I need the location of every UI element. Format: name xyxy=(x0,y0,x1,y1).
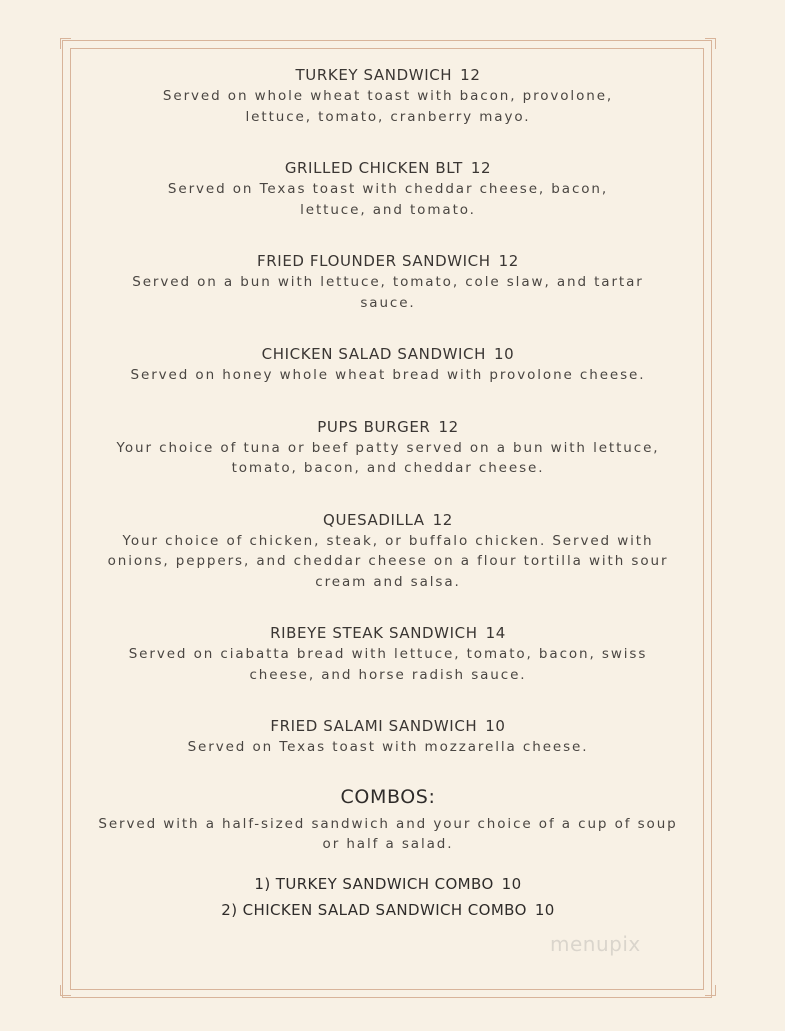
combos-section xyxy=(90,784,686,923)
combo-line-turkey xyxy=(90,871,686,897)
menu-item-grilled-chicken-blt xyxy=(90,157,686,220)
combos-list xyxy=(90,871,686,923)
item-description: Served on Texas toast with cheddar cheese, bacon, lettuce, and tomato. xyxy=(167,181,609,218)
frame-corner-top-left xyxy=(60,38,71,49)
menu-item-chicken-salad-sandwich xyxy=(90,343,686,386)
menu-item-turkey-sandwich xyxy=(90,64,686,127)
frame-corner-top-right xyxy=(705,38,716,49)
item-price: 12 xyxy=(460,66,481,84)
item-name: CHICKEN SALAD SANDWICH xyxy=(261,345,487,363)
menu-item-pups-burger xyxy=(90,416,686,479)
menupix-watermark: menupix xyxy=(550,932,641,956)
menu-item-quesadilla xyxy=(90,509,686,593)
item-name: TURKEY SANDWICH xyxy=(295,66,453,84)
item-description: Served on whole wheat toast with bacon, provolone, lettuce, tomato, cranberry mayo. xyxy=(162,88,614,125)
item-name: RIBEYE STEAK SANDWICH xyxy=(270,624,478,642)
combo-line-chicken-salad xyxy=(90,897,686,923)
item-price: 12 xyxy=(498,252,519,270)
frame-corner-bottom-left xyxy=(60,985,71,996)
item-name: FRIED SALAMI SANDWICH xyxy=(270,717,478,735)
combo-price: 10 xyxy=(501,874,522,893)
item-description: Served on ciabatta bread with lettuce, tomato, bacon, swiss cheese, and horse radish sauce. xyxy=(128,646,648,683)
menu-item-ribeye-steak-sandwich xyxy=(90,622,686,685)
item-name: PUPS BURGER xyxy=(317,417,431,436)
combo-label: 1) TURKEY SANDWICH COMBO xyxy=(254,874,494,893)
item-description: Served on Texas toast with mozzarella cheese. xyxy=(187,739,589,755)
menu-content xyxy=(90,60,686,923)
item-description: Your choice of tuna or beef patty served on a bun with lettuce, tomato, bacon, and cheddar cheese. xyxy=(116,439,660,476)
combo-label: 2) CHICKEN SALAD SANDWICH COMBO xyxy=(221,900,527,919)
item-name: FRIED FLOUNDER SANDWICH xyxy=(257,252,491,270)
item-price: 10 xyxy=(494,345,515,363)
item-price: 12 xyxy=(470,159,492,177)
item-description: Your choice of chicken, steak, or buffalo chicken. Served with onions, peppers, and cheddar cheese on a flour tortilla with sour cream and salsa. xyxy=(107,532,669,590)
item-price: 12 xyxy=(438,417,459,436)
item-description: Served on honey whole wheat bread with provolone cheese. xyxy=(130,367,646,383)
item-name: GRILLED CHICKEN BLT xyxy=(284,159,463,177)
menu-item-fried-flounder-sandwich xyxy=(90,250,686,313)
frame-corner-bottom-right xyxy=(705,985,716,996)
item-price: 14 xyxy=(485,624,506,642)
item-price: 10 xyxy=(485,717,506,735)
menu-item-fried-salami-sandwich xyxy=(90,715,686,758)
item-name: QUESADILLA xyxy=(323,510,425,529)
combos-title: COMBOS: xyxy=(340,785,436,808)
combos-description: Served with a half-sized sandwich and your choice of a cup of soup or half a salad. xyxy=(98,815,678,852)
item-price: 12 xyxy=(432,510,453,529)
item-description: Served on a bun with lettuce, tomato, cole slaw, and tartar sauce. xyxy=(132,274,644,311)
combo-price: 10 xyxy=(534,900,555,919)
